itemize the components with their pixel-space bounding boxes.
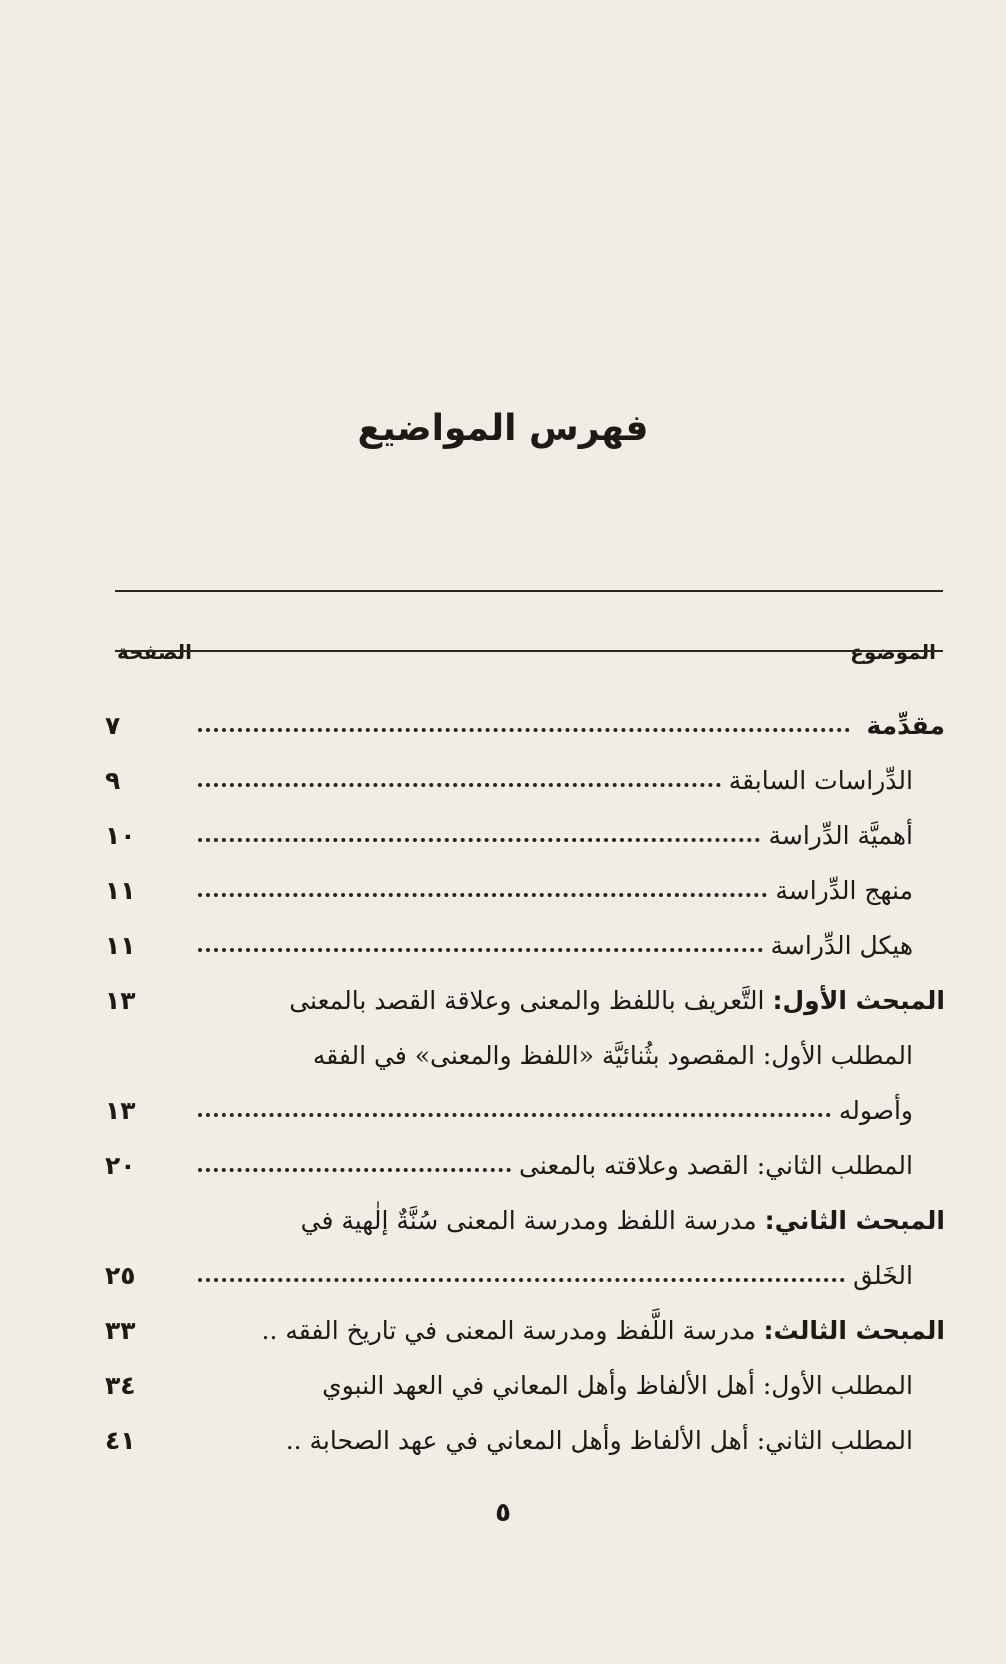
toc-entry-title: وأصوله [838, 1096, 913, 1125]
toc-entry-line [190, 1206, 945, 1235]
toc-entry-page: ١٣ [105, 986, 136, 1015]
toc-entry-page: ١١ [105, 931, 136, 960]
dot-leader [198, 838, 760, 842]
toc-entry[interactable] [105, 925, 945, 980]
toc-entry-label: مقدِّمة [866, 711, 945, 740]
toc-entry-line [190, 1041, 913, 1070]
dot-leader [198, 1113, 831, 1117]
dot-leader [198, 728, 850, 732]
toc-entry-page: ١٣ [105, 1096, 136, 1125]
toc-entry-line [190, 1096, 913, 1125]
toc-list [105, 705, 945, 1475]
toc-entry-page: ٣٣ [105, 1316, 136, 1345]
toc-entry-title: التَّعريف باللفظ والمعنى وعلاقة القصد بالمعنى [289, 986, 765, 1015]
toc-entry-title: المطلب الثاني: أهل الألفاظ وأهل المعاني في عهد الصحابة .. [285, 1426, 913, 1455]
toc-entry-title: مدرسة اللفظ ومدرسة المعنى سُنَّةٌ إلٰهية في [300, 1206, 757, 1235]
dot-leader [198, 1278, 845, 1282]
toc-entry-line [190, 1316, 945, 1345]
toc-entry-line [190, 1371, 913, 1400]
toc-entry-page: ٧ [105, 711, 121, 740]
toc-entry[interactable] [105, 1255, 945, 1310]
toc-entry[interactable] [105, 1200, 945, 1255]
page-number: ٥ [495, 1498, 511, 1528]
toc-entry-line [190, 821, 913, 850]
toc-entry[interactable] [105, 1145, 945, 1200]
dot-leader [198, 893, 767, 897]
toc-entry[interactable] [105, 1035, 945, 1090]
dot-leader [198, 948, 763, 952]
toc-entry-line [190, 931, 913, 960]
toc-entry-page: ١١ [105, 876, 136, 905]
toc-entry[interactable] [105, 1090, 945, 1145]
page-column-header: الصفحة [117, 640, 193, 664]
toc-entry-title: هيكل الدِّراسة [770, 931, 913, 960]
header-bottom-rule [115, 650, 943, 652]
toc-entry-page: ١٠ [105, 821, 136, 850]
toc-entry-line [190, 1151, 913, 1180]
page-title: فهرس المواضيع [357, 408, 649, 449]
toc-entry-title: المطلب الثاني: القصد وعلاقته بالمعنى [519, 1151, 913, 1180]
toc-entry-title: المطلب الأول: أهل الألفاظ وأهل المعاني في العهد النبوي [322, 1371, 913, 1400]
toc-entry-page: ٢٥ [105, 1261, 136, 1290]
toc-entry[interactable] [105, 1365, 945, 1420]
toc-entry-line [190, 711, 945, 740]
toc-entry-line [190, 1261, 913, 1290]
dot-leader [198, 783, 721, 787]
toc-entry[interactable] [105, 1310, 945, 1365]
toc-entry[interactable] [105, 705, 945, 760]
toc-entry-line [190, 766, 913, 795]
topic-column-header: الموضوع [850, 640, 936, 664]
toc-entry-label: المبحث الثالث: [763, 1316, 945, 1345]
toc-entry-label: المبحث الأول: [772, 986, 945, 1015]
toc-entry-page: ٩ [105, 766, 121, 795]
toc-entry-title: المطلب الأول: المقصود بثُنائيَّة «اللفظ والمعنى» في الفقه [312, 1041, 913, 1070]
toc-entry-line [190, 986, 945, 1015]
toc-entry-page: ٢٠ [105, 1151, 136, 1180]
toc-entry[interactable] [105, 980, 945, 1035]
toc-entry-page: ٤١ [105, 1426, 136, 1455]
toc-entry-line [190, 876, 913, 905]
toc-entry[interactable] [105, 870, 945, 925]
toc-entry[interactable] [105, 1420, 945, 1475]
toc-entry[interactable] [105, 815, 945, 870]
toc-entry-label: المبحث الثاني: [764, 1206, 945, 1235]
toc-entry-title: الخَلق [853, 1261, 913, 1290]
toc-entry-title: الدِّراسات السابقة [728, 766, 913, 795]
toc-entry[interactable] [105, 760, 945, 815]
header-top-rule [115, 590, 943, 592]
toc-entry-title: مدرسة اللَّفظ ومدرسة المعنى في تاريخ الفقه .. [261, 1316, 756, 1345]
toc-entry-page: ٣٤ [105, 1371, 136, 1400]
toc-entry-title: منهج الدِّراسة [775, 876, 913, 905]
toc-entry-line [190, 1426, 913, 1455]
toc-entry-title: أهميَّة الدِّراسة [768, 821, 913, 850]
dot-leader [198, 1168, 511, 1172]
